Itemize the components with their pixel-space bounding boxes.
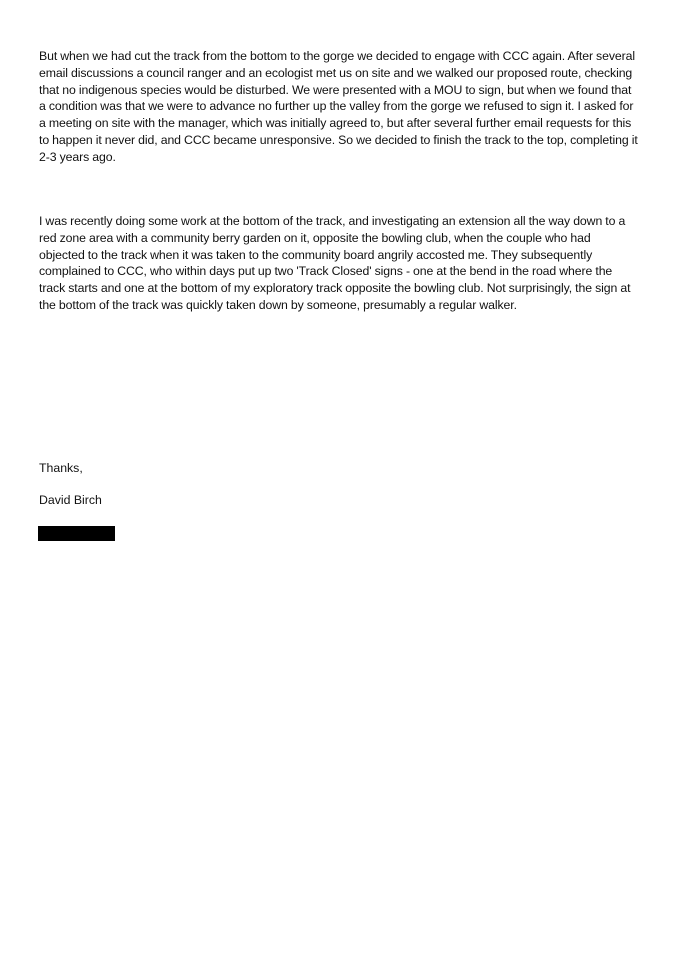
- redaction-block: [38, 526, 115, 541]
- body-paragraph-2: I was recently doing some work at the bottom of the track, and investigating an extension all the way down to a red zone area with a community berry garden on it, opposite the bowling club, when the couple who had objected to the track when it was taken to the community board angrily accosted me. They subsequently complained to CCC, who within days put up two 'Track Closed' signs - one at the bend in the road where the track starts and one at the bottom of my exploratory track opposite the bowling club. Not surprisingly, the sign at the bottom of the track was quickly taken down by someone, presumably a regular walker.: [39, 214, 631, 312]
- closing-line: Thanks,: [39, 461, 83, 475]
- body-paragraph-1: But when we had cut the track from the bottom to the gorge we decided to engage with CCC again. After several email discussions a council ranger and an ecologist met us on site and we walked our proposed route, checking that no indigenous species would be disturbed. We were presented with a MOU to sign, but when we found that a condition was that we were to advance no further up the valley from the gorge we refused to sign it. I asked for a meeting on site with the manager, which was initially agreed to, but after several further email requests for this to happen it never did, and CCC became unresponsive. So we decided to finish the track to the top, completing it 2-3 years ago.: [39, 49, 638, 164]
- signature-name: David Birch: [39, 493, 102, 507]
